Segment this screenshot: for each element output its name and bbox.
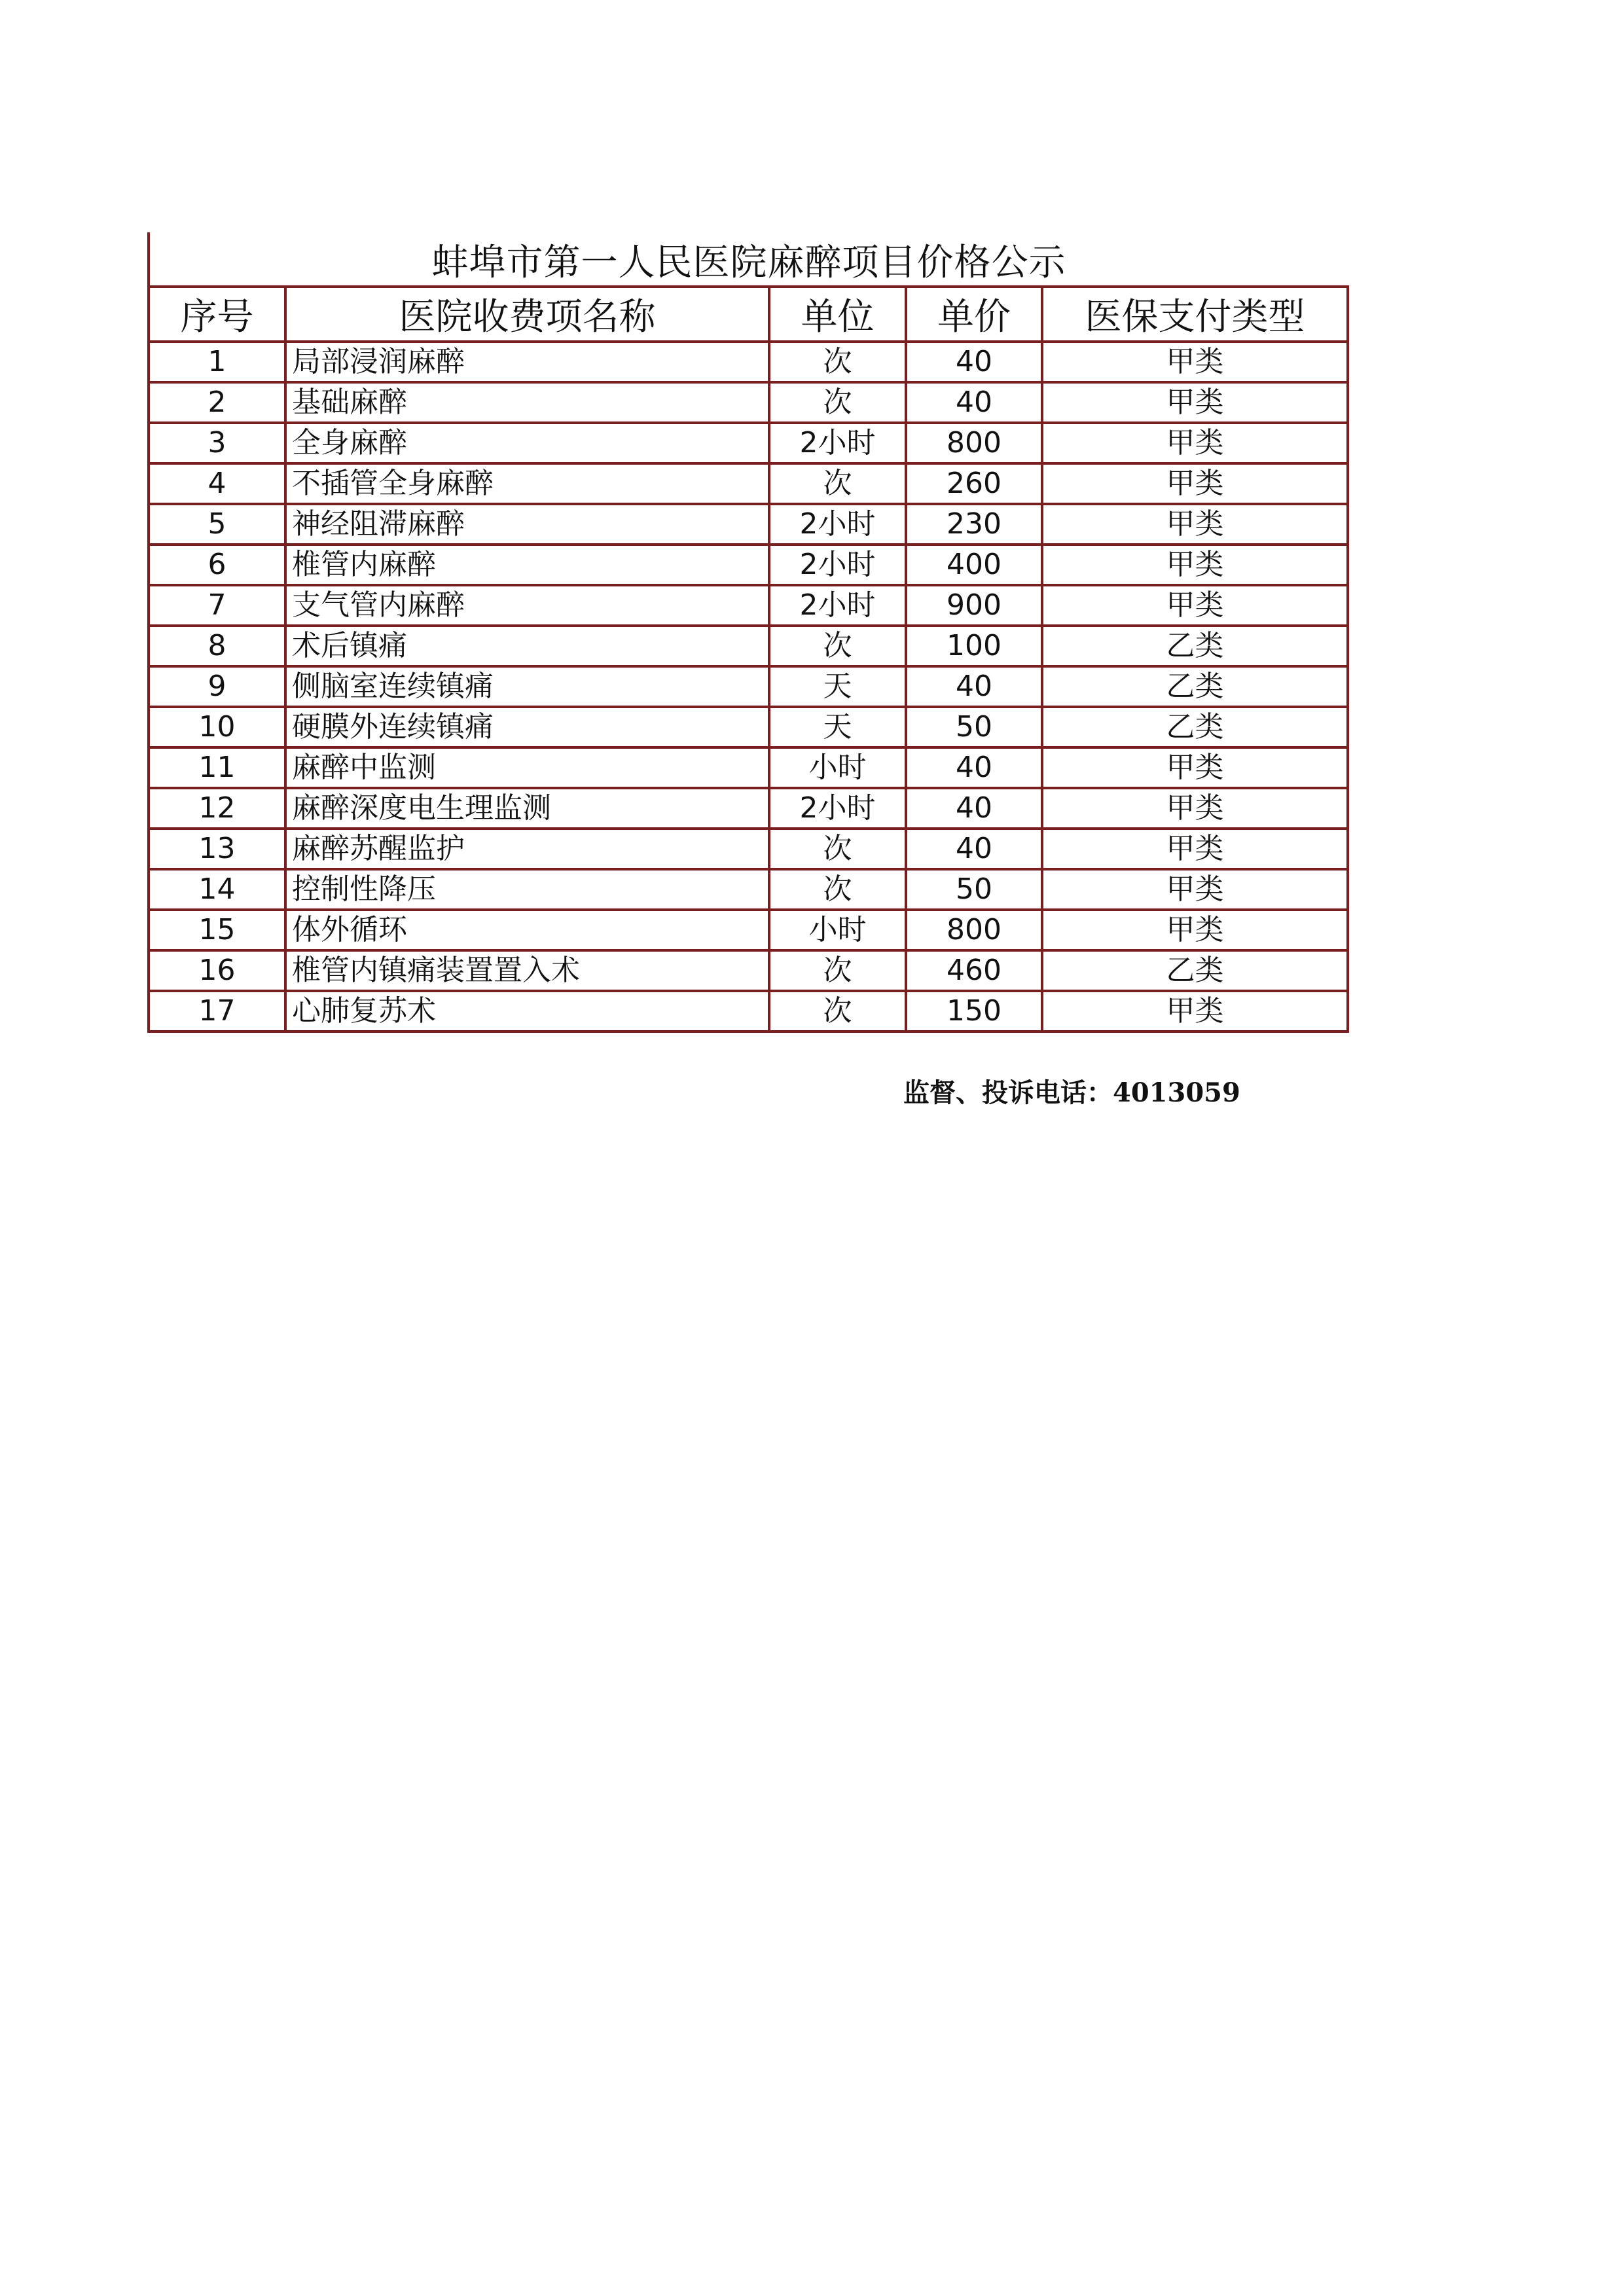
page-title: 蚌埠市第一人民医院麻醉项目价格公示	[431, 241, 1066, 284]
header-insurance-type: 医保支付类型	[1042, 287, 1348, 342]
cell-unit: 小时	[769, 747, 906, 788]
cell-item-name: 控制性降压	[285, 869, 769, 910]
cell-price: 50	[906, 869, 1042, 910]
cell-price: 150	[906, 991, 1042, 1031]
table-row	[149, 991, 1348, 1031]
cell-unit: 次	[769, 829, 906, 869]
cell-item-name: 侧脑室连续镇痛	[285, 666, 769, 707]
cell-price: 100	[906, 626, 1042, 666]
cell-seq: 6	[149, 545, 285, 585]
cell-insurance-type: 乙类	[1042, 626, 1348, 666]
cell-seq: 5	[149, 504, 285, 545]
cell-price: 50	[906, 707, 1042, 747]
cell-item-name: 硬膜外连续镇痛	[285, 707, 769, 747]
header-price: 单价	[906, 287, 1042, 342]
cell-item-name: 局部浸润麻醉	[285, 342, 769, 382]
cell-unit: 次	[769, 950, 906, 991]
cell-price: 40	[906, 788, 1042, 829]
cell-unit: 次	[769, 869, 906, 910]
table-row	[149, 504, 1348, 545]
header-item-name: 医院收费项名称	[285, 287, 769, 342]
cell-seq: 15	[149, 910, 285, 950]
cell-price: 40	[906, 666, 1042, 707]
cell-seq: 17	[149, 991, 285, 1031]
cell-seq: 11	[149, 747, 285, 788]
cell-unit: 小时	[769, 910, 906, 950]
table-row	[149, 382, 1348, 423]
cell-insurance-type: 乙类	[1042, 666, 1348, 707]
table-row	[149, 666, 1348, 707]
cell-price: 260	[906, 463, 1042, 504]
table-row	[149, 747, 1348, 788]
cell-unit: 次	[769, 382, 906, 423]
cell-unit: 天	[769, 666, 906, 707]
cell-item-name: 麻醉苏醒监护	[285, 829, 769, 869]
cell-price: 460	[906, 950, 1042, 991]
header-unit: 单位	[769, 287, 906, 342]
cell-insurance-type: 甲类	[1042, 829, 1348, 869]
cell-item-name: 神经阻滞麻醉	[285, 504, 769, 545]
cell-price: 900	[906, 585, 1042, 626]
cell-unit: 次	[769, 342, 906, 382]
cell-insurance-type: 甲类	[1042, 991, 1348, 1031]
table-header-row	[149, 287, 1348, 342]
cell-insurance-type: 甲类	[1042, 504, 1348, 545]
table-row	[149, 829, 1348, 869]
cell-insurance-type: 甲类	[1042, 585, 1348, 626]
cell-price: 800	[906, 910, 1042, 950]
cell-insurance-type: 甲类	[1042, 788, 1348, 829]
cell-item-name: 体外循环	[285, 910, 769, 950]
cell-item-name: 基础麻醉	[285, 382, 769, 423]
table-row	[149, 869, 1348, 910]
cell-insurance-type: 乙类	[1042, 707, 1348, 747]
cell-price: 230	[906, 504, 1042, 545]
table-row	[149, 910, 1348, 950]
cell-item-name: 心肺复苏术	[285, 991, 769, 1031]
cell-item-name: 术后镇痛	[285, 626, 769, 666]
cell-item-name: 麻醉中监测	[285, 747, 769, 788]
cell-item-name: 椎管内麻醉	[285, 545, 769, 585]
cell-price: 40	[906, 342, 1042, 382]
cell-seq: 8	[149, 626, 285, 666]
cell-price: 40	[906, 829, 1042, 869]
cell-unit: 次	[769, 463, 906, 504]
cell-seq: 12	[149, 788, 285, 829]
table-row	[149, 545, 1348, 585]
table-row	[149, 342, 1348, 382]
cell-insurance-type: 甲类	[1042, 423, 1348, 463]
cell-seq: 13	[149, 829, 285, 869]
cell-insurance-type: 甲类	[1042, 910, 1348, 950]
cell-seq: 2	[149, 382, 285, 423]
cell-insurance-type: 乙类	[1042, 950, 1348, 991]
cell-unit: 2小时	[769, 423, 906, 463]
cell-price: 40	[906, 382, 1042, 423]
cell-seq: 16	[149, 950, 285, 991]
cell-insurance-type: 甲类	[1042, 747, 1348, 788]
complaint-phone: 监督、投诉电话：4013059	[903, 1077, 1240, 1108]
table-row	[149, 585, 1348, 626]
cell-seq: 7	[149, 585, 285, 626]
cell-price: 400	[906, 545, 1042, 585]
cell-unit: 2小时	[769, 545, 906, 585]
table-row	[149, 707, 1348, 747]
table-row	[149, 463, 1348, 504]
cell-insurance-type: 甲类	[1042, 545, 1348, 585]
cell-item-name: 不插管全身麻醉	[285, 463, 769, 504]
header-seq: 序号	[149, 287, 285, 342]
table-body	[149, 342, 1348, 1031]
cell-unit: 次	[769, 991, 906, 1031]
cell-price: 40	[906, 747, 1042, 788]
cell-item-name: 椎管内镇痛装置置入术	[285, 950, 769, 991]
table-row	[149, 423, 1348, 463]
cell-unit: 2小时	[769, 585, 906, 626]
cell-seq: 3	[149, 423, 285, 463]
cell-insurance-type: 甲类	[1042, 463, 1348, 504]
cell-seq: 14	[149, 869, 285, 910]
table-row	[149, 950, 1348, 991]
cell-item-name: 麻醉深度电生理监测	[285, 788, 769, 829]
cell-item-name: 支气管内麻醉	[285, 585, 769, 626]
cell-seq: 1	[149, 342, 285, 382]
cell-item-name: 全身麻醉	[285, 423, 769, 463]
table-row	[149, 626, 1348, 666]
cell-unit: 2小时	[769, 504, 906, 545]
cell-seq: 10	[149, 707, 285, 747]
cell-insurance-type: 甲类	[1042, 342, 1348, 382]
cell-seq: 9	[149, 666, 285, 707]
table-row	[149, 788, 1348, 829]
cell-price: 800	[906, 423, 1042, 463]
cell-unit: 天	[769, 707, 906, 747]
cell-seq: 4	[149, 463, 285, 504]
cell-insurance-type: 甲类	[1042, 869, 1348, 910]
cell-unit: 次	[769, 626, 906, 666]
cell-insurance-type: 甲类	[1042, 382, 1348, 423]
cell-unit: 2小时	[769, 788, 906, 829]
price-table	[147, 285, 1349, 1033]
